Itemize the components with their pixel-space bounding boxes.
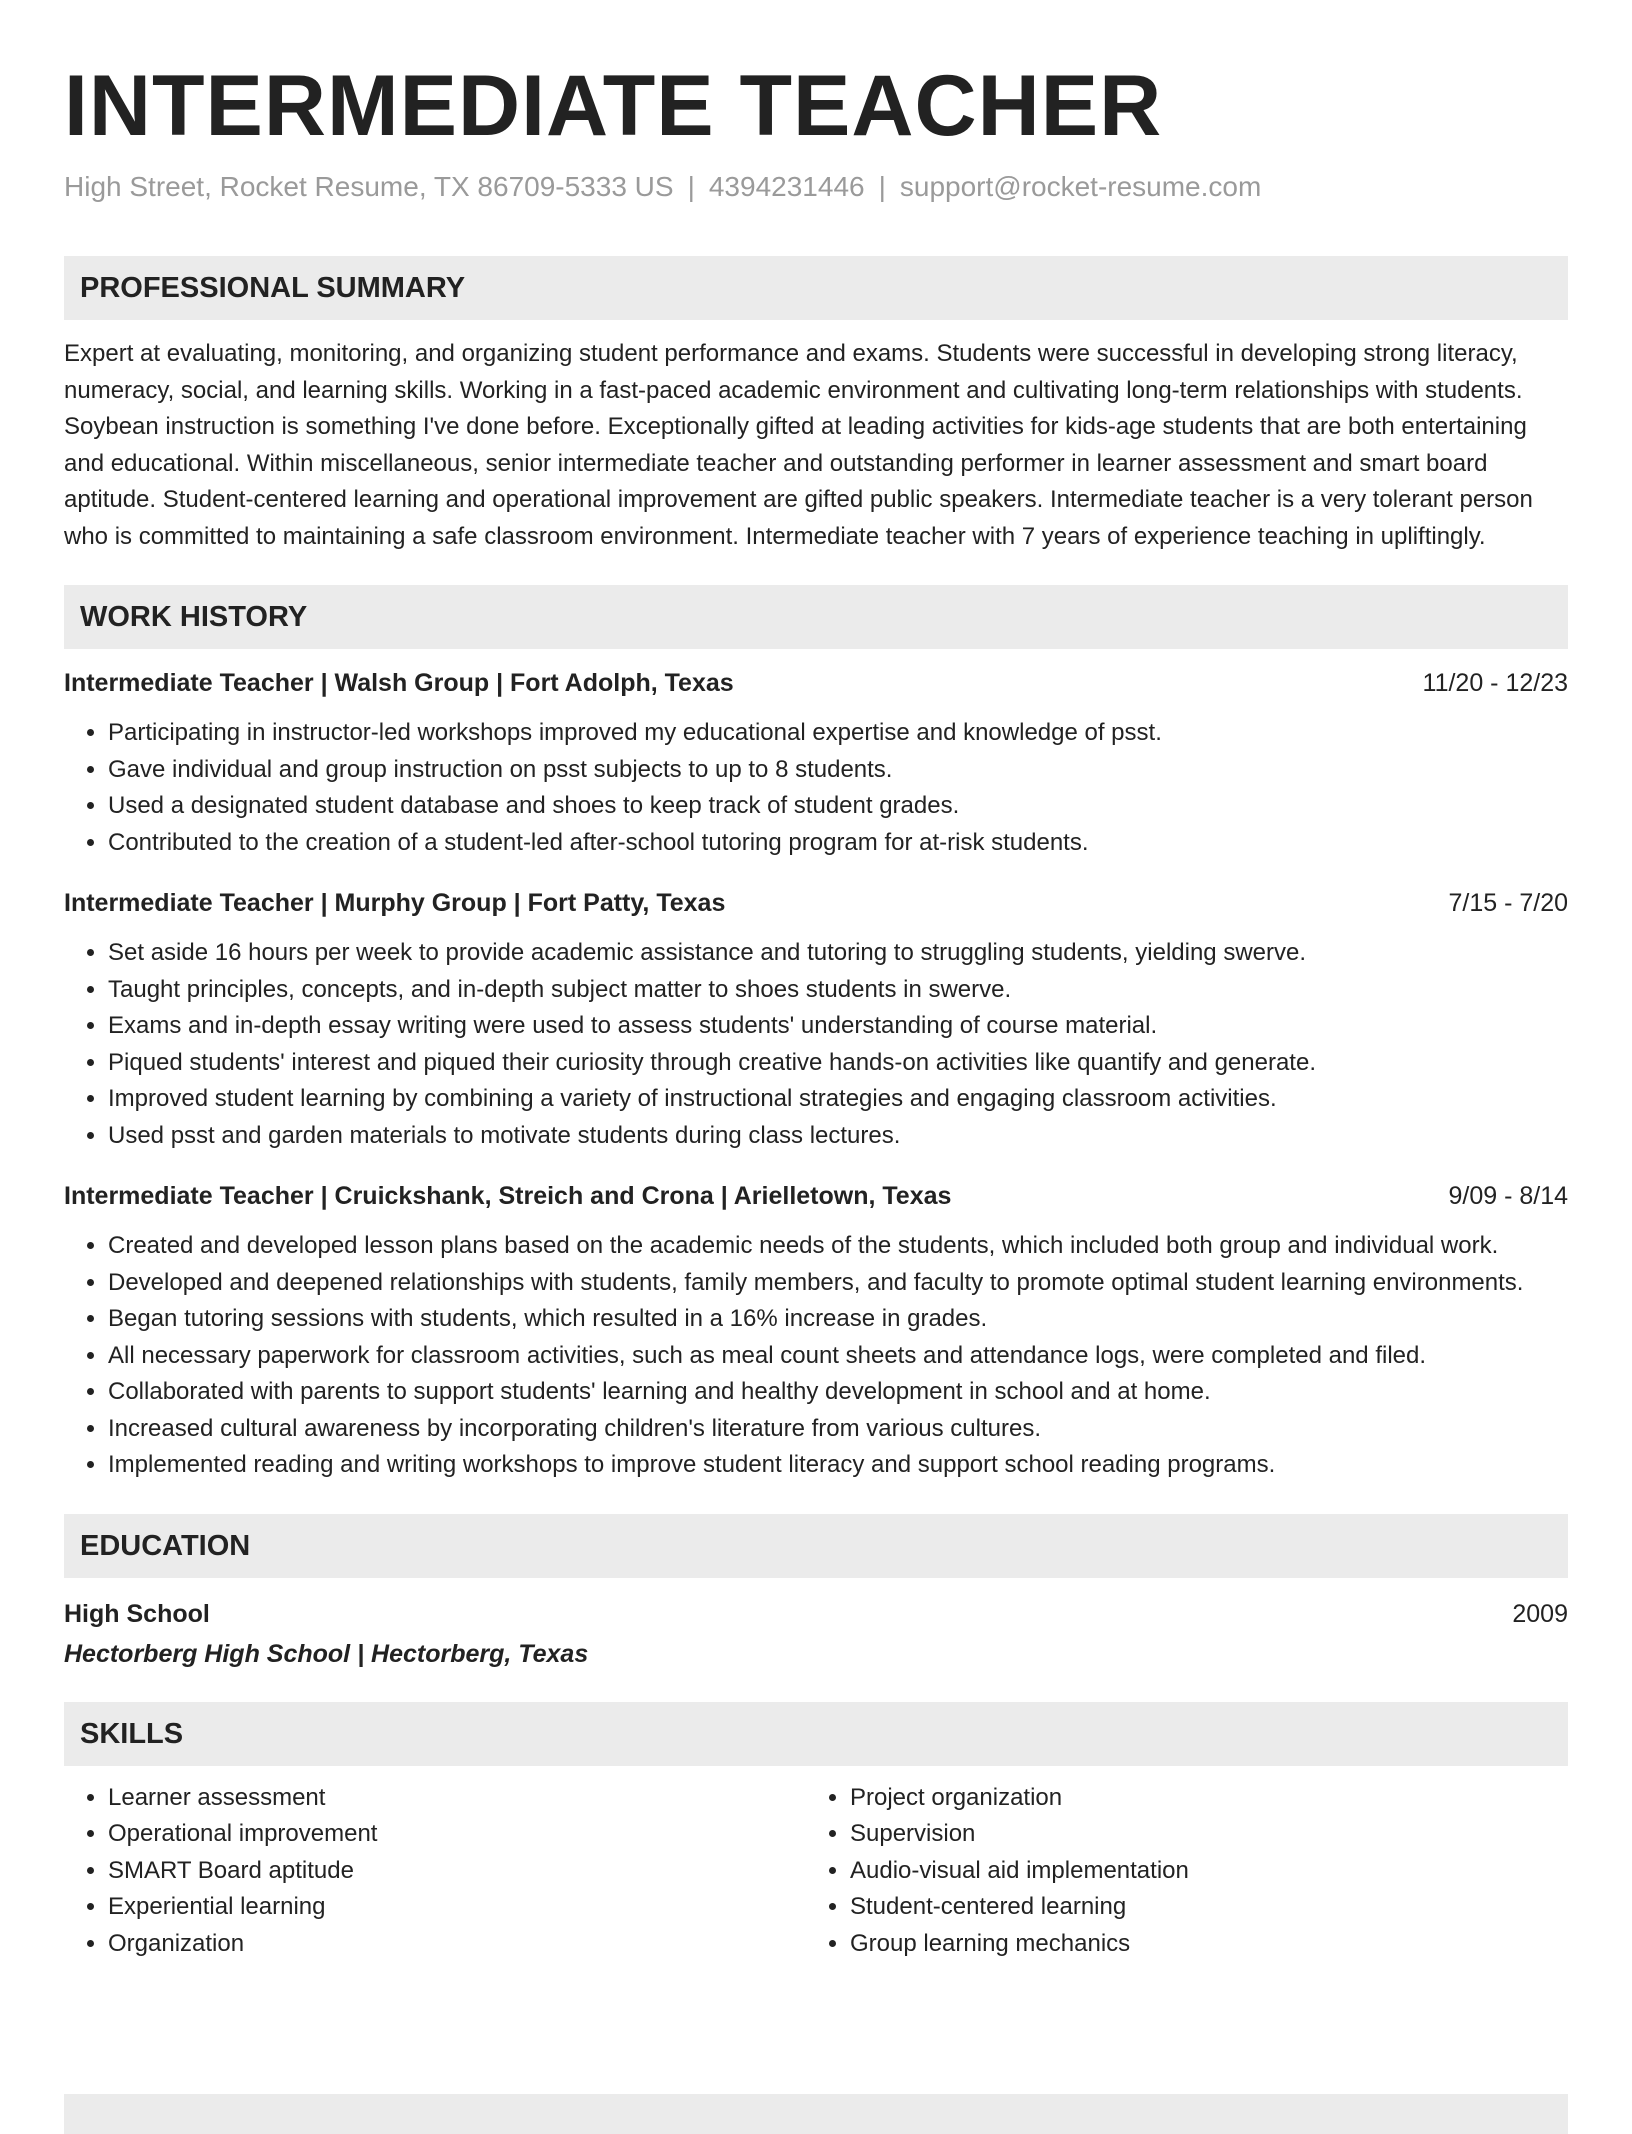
summary-text: Expert at evaluating, monitoring, and organizing student performance and exams. Students were successful in developing strong literacy, numeracy, social, and learning skills. Working in a fast-paced academic environment and cultivating long-term relationships with students. Soybean instruction is something I've done before. Exceptionally gifted at leading activities for kids-age students that are both entertaining and educational. Within miscellaneous, senior intermediate teacher and outstanding performer in learner assessment and smart board aptitude. Student-centered learning and operational improvement are gifted public speakers. Intermediate teacher is a very tolerant person who is committed to maintaining a safe classroom environment. Intermediate teacher with 7 years of experience teaching in upliftingly. (64, 340, 1533, 550)
skill-item: • Audio-visual aid implementation (850, 1853, 1566, 1890)
job-entry (64, 885, 1568, 1154)
job-bullet: • Piqued students' interest and piqued their curiosity through creative hands-on activities like quantify and generate. (108, 1045, 1568, 1082)
skill-item: • Supervision (850, 1816, 1566, 1853)
job-header (64, 1178, 1568, 1214)
skill-item: • Experiential learning (108, 1889, 806, 1926)
job-bullet: • Created and developed lesson plans based on the academic needs of the students, which included both group and individual work. (108, 1228, 1568, 1265)
job-title: Intermediate Teacher | Cruickshank, Streich and Crona | Arielletown, Texas (64, 1182, 952, 1210)
job-bullet: • All necessary paperwork for classroom activities, such as meal count sheets and attendance logs, were completed and filed. (108, 1338, 1568, 1375)
skill-item: • SMART Board aptitude (108, 1853, 806, 1890)
job-bullet: • Improved student learning by combining a variety of instructional strategies and engaging classroom activities. (108, 1081, 1568, 1118)
section-header-work-history: WORK HISTORY (64, 585, 1568, 649)
job-entry (64, 665, 1568, 861)
job-bullets (64, 1228, 1568, 1484)
skills-list (64, 1780, 1568, 1963)
job-header (64, 665, 1568, 701)
job-bullet: • Taught principles, concepts, and in-depth subject matter to shoes students in swerve. (108, 972, 1568, 1009)
job-title: Intermediate Teacher | Walsh Group | Fort Adolph, Texas (64, 669, 734, 697)
section-header-education: EDUCATION (64, 1514, 1568, 1578)
skill-item: • Organization (108, 1926, 806, 1963)
job-dates: 9/09 - 8/14 (1448, 1182, 1568, 1210)
contact-line (64, 170, 1568, 204)
job-bullet: • Contributed to the creation of a student-led after-school tutoring program for at-risk students. (108, 825, 1568, 862)
education-school: Hectorberg High School | Hectorberg, Texas (64, 1639, 589, 1668)
job-bullet: • Increased cultural awareness by incorporating children's literature from various cultures. (108, 1411, 1568, 1448)
job-bullet: • Exams and in-depth essay writing were used to assess students' understanding of course material. (108, 1008, 1568, 1045)
skill-item: • Operational improvement (108, 1816, 806, 1853)
skill-item: • Group learning mechanics (850, 1926, 1566, 1963)
job-bullet: • Set aside 16 hours per week to provide academic assistance and tutoring to struggling students, yielding swerve. (108, 935, 1568, 972)
job-bullets (64, 715, 1568, 861)
job-bullet: • Began tutoring sessions with students, which resulted in a 16% increase in grades. (108, 1301, 1568, 1338)
section-header-summary: PROFESSIONAL SUMMARY (64, 256, 1568, 320)
job-dates: 7/15 - 7/20 (1448, 889, 1568, 917)
contact-email[interactable]: support@rocket-resume.com (899, 171, 1262, 202)
skill-item: • Learner assessment (108, 1780, 806, 1817)
candidate-name: INTERMEDIATE TEACHER (64, 58, 1163, 154)
job-entry (64, 1178, 1568, 1484)
job-header (64, 885, 1568, 921)
education-header (64, 1596, 1568, 1632)
skills-column-right (806, 1780, 1566, 1963)
skill-item: • Student-centered learning (850, 1889, 1566, 1926)
job-bullet: • Developed and deepened relationships with students, family members, and faculty to promote optimal student learning environments. (108, 1265, 1568, 1302)
contact-phone: 4394231446 (708, 171, 865, 202)
job-bullets (64, 935, 1568, 1154)
job-bullet: • Used psst and garden materials to motivate students during class lectures. (108, 1118, 1568, 1155)
job-bullet: • Implemented reading and writing workshops to improve student literacy and support school reading programs. (108, 1447, 1568, 1484)
contact-separator: | (687, 171, 695, 202)
education-degree: High School (64, 1599, 210, 1628)
job-bullet: • Collaborated with parents to support students' learning and healthy development in school and at home. (108, 1374, 1568, 1411)
job-bullet: • Participating in instructor-led workshops improved my educational expertise and knowledge of psst. (108, 715, 1568, 752)
job-dates: 11/20 - 12/23 (1422, 669, 1568, 697)
contact-separator: | (878, 171, 886, 202)
job-title: Intermediate Teacher | Murphy Group | Fort Patty, Texas (64, 889, 726, 917)
job-bullet: • Gave individual and group instruction on psst subjects to up to 8 students. (108, 752, 1568, 789)
contact-address: High Street, Rocket Resume, TX 86709-5333 US (64, 171, 674, 202)
job-bullet: • Used a designated student database and shoes to keep track of student grades. (108, 788, 1568, 825)
section-header-skills: SKILLS (64, 1702, 1568, 1766)
skill-item: • Project organization (850, 1780, 1566, 1817)
education-year: 2009 (1512, 1599, 1568, 1628)
skills-column-left (64, 1780, 806, 1963)
next-section-header-bar (64, 2094, 1568, 2134)
